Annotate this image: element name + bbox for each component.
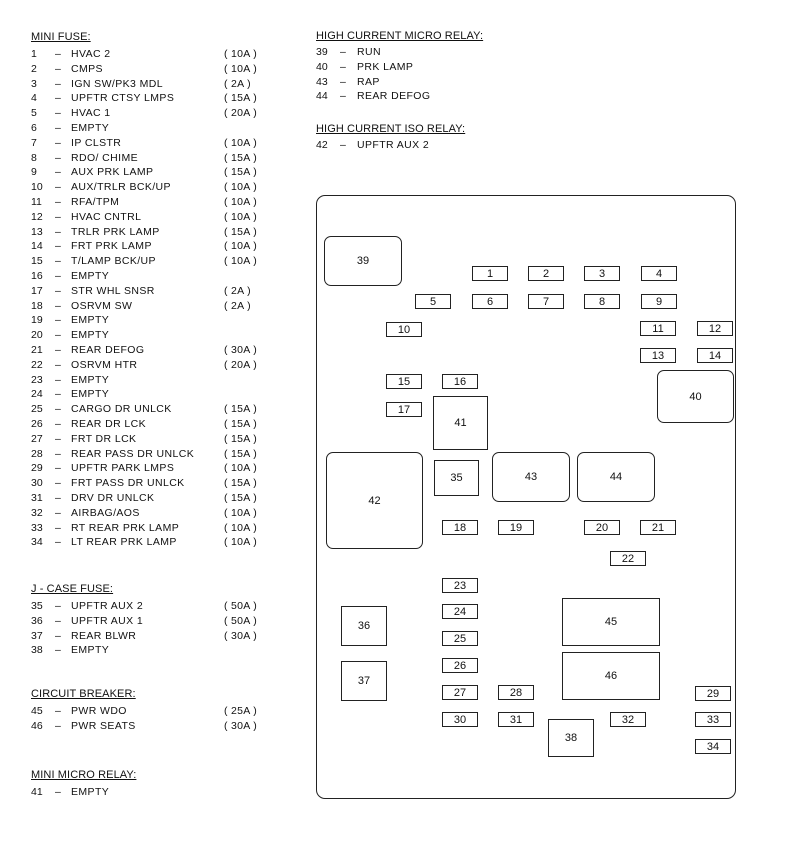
slot-41: 41	[433, 396, 488, 450]
dash-separator: –	[55, 107, 61, 120]
list-item	[316, 138, 576, 153]
item-label: REAR DEFOG	[71, 344, 145, 356]
list-item	[31, 506, 291, 521]
slot-19: 19	[498, 520, 534, 535]
slot-23: 23	[442, 578, 478, 593]
list-item	[31, 599, 291, 614]
item-number: 16	[31, 270, 43, 282]
slot-20: 20	[584, 520, 620, 535]
item-rating: ( 50A )	[224, 600, 258, 612]
slot-17: 17	[386, 402, 422, 417]
list-item	[31, 136, 291, 151]
item-label: EMPTY	[71, 329, 110, 342]
list-item	[31, 106, 291, 121]
slot-37: 37	[341, 661, 387, 701]
dash-separator: –	[340, 46, 346, 58]
slot-3: 3	[584, 266, 620, 281]
item-rating: ( 20A )	[224, 358, 258, 371]
slot-45: 45	[562, 598, 660, 646]
dash-separator: –	[55, 210, 61, 223]
list-item	[31, 476, 291, 491]
item-number: 33	[31, 521, 43, 534]
list-item	[31, 387, 291, 402]
item-number: 44	[316, 90, 328, 103]
item-label: EMPTY	[71, 314, 110, 327]
item-label: FRT PASS DR UNLCK	[71, 477, 185, 490]
dash-separator: –	[55, 492, 61, 504]
item-number: 14	[31, 240, 43, 253]
dash-separator: –	[55, 614, 61, 627]
item-number: 32	[31, 506, 43, 519]
item-rating: ( 15A )	[224, 225, 258, 238]
slot-6: 6	[472, 294, 508, 309]
list-item	[31, 491, 291, 506]
list-item	[31, 121, 291, 136]
list-item	[31, 239, 291, 254]
item-label: REAR DR LCK	[71, 418, 146, 430]
item-rating: ( 15A )	[224, 492, 258, 504]
slot-32: 32	[610, 712, 646, 727]
list-item	[31, 704, 291, 719]
item-rating: ( 10A )	[224, 196, 258, 208]
dash-separator: –	[55, 447, 61, 460]
slot-34: 34	[695, 739, 731, 754]
slot-11: 11	[640, 321, 676, 336]
list-item	[31, 195, 291, 210]
item-number: 6	[31, 122, 37, 134]
item-label: AIRBAG/AOS	[71, 506, 140, 519]
item-rating: ( 30A )	[224, 344, 258, 356]
item-label: EMPTY	[71, 388, 110, 401]
item-number: 35	[31, 600, 43, 612]
slot-12: 12	[697, 321, 733, 336]
item-number: 45	[31, 705, 43, 717]
item-number: 37	[31, 629, 43, 642]
item-label: PWR WDO	[71, 705, 127, 717]
slot-39: 39	[324, 236, 402, 286]
dash-separator: –	[340, 60, 346, 73]
item-rating: ( 30A )	[224, 719, 258, 732]
dash-separator: –	[55, 240, 61, 253]
dash-separator: –	[55, 388, 61, 401]
dash-separator: –	[55, 299, 61, 312]
item-label: PWR SEATS	[71, 719, 136, 732]
item-rating: ( 10A )	[224, 536, 258, 549]
dash-separator: –	[55, 358, 61, 371]
item-label: REAR BLWR	[71, 629, 137, 642]
dash-separator: –	[55, 432, 61, 445]
item-label: UPFTR CTSY LMPS	[71, 92, 175, 105]
dash-separator: –	[55, 136, 61, 149]
item-label: OSRVM SW	[71, 299, 133, 312]
item-rating: ( 50A )	[224, 614, 258, 627]
slot-18: 18	[442, 520, 478, 535]
slot-33: 33	[695, 712, 731, 727]
slot-35: 35	[434, 460, 479, 496]
dash-separator: –	[55, 329, 61, 342]
high-current-micro-relay-heading: HIGH CURRENT MICRO RELAY:	[316, 30, 484, 42]
item-label: EMPTY	[71, 270, 110, 282]
item-number: 22	[31, 358, 43, 371]
list-item	[31, 432, 291, 447]
dash-separator: –	[55, 225, 61, 238]
slot-16: 16	[442, 374, 478, 389]
item-number: 25	[31, 403, 43, 416]
list-item	[31, 180, 291, 195]
item-label: UPFTR AUX 2	[71, 600, 144, 612]
list-item	[316, 45, 576, 60]
item-label: HVAC 2	[71, 48, 111, 60]
dash-separator: –	[55, 629, 61, 642]
dash-separator: –	[340, 90, 346, 103]
slot-40: 40	[657, 370, 734, 423]
dash-separator: –	[55, 506, 61, 519]
item-number: 38	[31, 644, 43, 657]
slot-8: 8	[584, 294, 620, 309]
dash-separator: –	[55, 196, 61, 208]
item-rating: ( 15A )	[224, 151, 258, 164]
item-label: T/LAMP BCK/UP	[71, 255, 156, 268]
dash-separator: –	[55, 477, 61, 490]
item-label: EMPTY	[71, 122, 110, 134]
mini-fuse-heading: MINI FUSE:	[31, 31, 91, 43]
item-number: 34	[31, 536, 43, 549]
item-rating: ( 15A )	[224, 418, 258, 430]
list-item	[31, 343, 291, 358]
dash-separator: –	[55, 344, 61, 356]
item-label: RFA/TPM	[71, 196, 120, 208]
list-item	[31, 299, 291, 314]
item-label: EMPTY	[71, 786, 110, 798]
dash-separator: –	[55, 644, 61, 657]
list-item	[31, 461, 291, 476]
dash-separator: –	[55, 181, 61, 194]
slot-13: 13	[640, 348, 676, 363]
list-item	[31, 643, 291, 658]
dash-separator: –	[55, 705, 61, 717]
dash-separator: –	[55, 62, 61, 75]
dash-separator: –	[340, 75, 346, 88]
item-label: FRT DR LCK	[71, 432, 137, 445]
dash-separator: –	[55, 719, 61, 732]
slot-36: 36	[341, 606, 387, 646]
slot-10: 10	[386, 322, 422, 337]
mini-micro-relay-heading: MINI MICRO RELAY:	[31, 769, 137, 781]
list-item	[31, 629, 291, 644]
item-number: 40	[316, 60, 328, 73]
item-number: 36	[31, 614, 43, 627]
dash-separator: –	[55, 92, 61, 105]
item-number: 42	[316, 139, 328, 151]
item-number: 1	[31, 48, 37, 60]
item-label: IP CLSTR	[71, 136, 122, 149]
slot-30: 30	[442, 712, 478, 727]
dash-separator: –	[55, 600, 61, 612]
item-label: EMPTY	[71, 373, 110, 386]
item-rating: ( 10A )	[224, 210, 258, 223]
item-number: 5	[31, 107, 37, 120]
dash-separator: –	[55, 284, 61, 297]
item-rating: ( 10A )	[224, 181, 258, 194]
item-number: 41	[31, 786, 43, 798]
slot-28: 28	[498, 685, 534, 700]
item-rating: ( 25A )	[224, 705, 258, 717]
dash-separator: –	[55, 151, 61, 164]
list-item	[31, 402, 291, 417]
circuit-breaker-heading: CIRCUIT BREAKER:	[31, 688, 136, 700]
item-number: 15	[31, 255, 43, 268]
dash-separator: –	[55, 270, 61, 282]
item-label: UPFTR PARK LMPS	[71, 462, 175, 475]
list-item	[31, 62, 291, 77]
item-label: HVAC 1	[71, 107, 111, 120]
item-label: REAR DEFOG	[357, 90, 431, 103]
item-label: IGN SW/PK3 MDL	[71, 77, 163, 90]
item-number: 26	[31, 418, 43, 430]
item-rating: ( 10A )	[224, 48, 258, 60]
item-number: 23	[31, 373, 43, 386]
dash-separator: –	[55, 255, 61, 268]
item-number: 10	[31, 181, 43, 194]
dash-separator: –	[55, 166, 61, 179]
item-rating: ( 2A )	[224, 284, 251, 297]
item-rating: ( 10A )	[224, 521, 258, 534]
dash-separator: –	[55, 48, 61, 60]
item-rating: ( 2A )	[224, 299, 251, 312]
list-item	[31, 785, 291, 800]
item-rating: ( 15A )	[224, 403, 258, 416]
slot-5: 5	[415, 294, 451, 309]
item-label: HVAC CNTRL	[71, 210, 142, 223]
slot-4: 4	[641, 266, 677, 281]
item-label: RDO/ CHIME	[71, 151, 138, 164]
dash-separator: –	[55, 122, 61, 134]
slot-44: 44	[577, 452, 655, 502]
item-number: 11	[31, 196, 42, 208]
list-item	[31, 165, 291, 180]
slot-42: 42	[326, 452, 423, 549]
list-item	[31, 77, 291, 92]
item-rating: ( 15A )	[224, 477, 258, 490]
list-item	[31, 614, 291, 629]
item-label: STR WHL SNSR	[71, 284, 155, 297]
list-item	[31, 284, 291, 299]
slot-2: 2	[528, 266, 564, 281]
list-item	[31, 358, 291, 373]
item-number: 20	[31, 329, 43, 342]
item-number: 8	[31, 151, 37, 164]
item-label: FRT PRK LAMP	[71, 240, 152, 253]
item-rating: ( 10A )	[224, 462, 258, 475]
list-item	[31, 313, 291, 328]
item-number: 28	[31, 447, 43, 460]
item-rating: ( 15A )	[224, 447, 258, 460]
list-item	[31, 91, 291, 106]
slot-9: 9	[641, 294, 677, 309]
item-number: 3	[31, 77, 37, 90]
fuse-box-diagram	[316, 195, 736, 799]
item-number: 13	[31, 225, 43, 238]
item-number: 4	[31, 92, 37, 105]
item-rating: ( 10A )	[224, 62, 258, 75]
item-label: UPFTR AUX 2	[357, 139, 430, 151]
list-item	[31, 47, 291, 62]
item-label: AUX/TRLR BCK/UP	[71, 181, 171, 194]
item-number: 2	[31, 62, 37, 75]
list-item	[31, 210, 291, 225]
dash-separator: –	[55, 536, 61, 549]
list-item	[316, 60, 576, 75]
dash-separator: –	[55, 77, 61, 90]
item-number: 21	[31, 344, 43, 356]
item-number: 31	[31, 492, 43, 504]
slot-1: 1	[472, 266, 508, 281]
item-rating: ( 15A )	[224, 92, 258, 105]
slot-43: 43	[492, 452, 570, 502]
item-number: 43	[316, 75, 328, 88]
slot-15: 15	[386, 374, 422, 389]
slot-21: 21	[640, 520, 676, 535]
list-item	[31, 328, 291, 343]
item-rating: ( 30A )	[224, 629, 258, 642]
slot-26: 26	[442, 658, 478, 673]
slot-29: 29	[695, 686, 731, 701]
dash-separator: –	[55, 373, 61, 386]
item-label: REAR PASS DR UNLCK	[71, 447, 195, 460]
list-item	[31, 719, 291, 734]
item-number: 17	[31, 284, 43, 297]
item-label: TRLR PRK LAMP	[71, 225, 160, 238]
item-number: 9	[31, 166, 37, 179]
j-case-fuse-heading: J - CASE FUSE:	[31, 583, 114, 595]
item-number: 30	[31, 477, 43, 490]
slot-38: 38	[548, 719, 594, 757]
item-label: CARGO DR UNLCK	[71, 403, 172, 416]
list-item	[31, 535, 291, 550]
list-item	[31, 254, 291, 269]
item-rating: ( 15A )	[224, 432, 258, 445]
slot-14: 14	[697, 348, 733, 363]
dash-separator: –	[55, 314, 61, 327]
item-label: CMPS	[71, 62, 103, 75]
list-item	[31, 417, 291, 432]
item-number: 7	[31, 136, 37, 149]
dash-separator: –	[55, 786, 61, 798]
dash-separator: –	[55, 521, 61, 534]
item-number: 18	[31, 299, 43, 312]
item-label: AUX PRK LAMP	[71, 166, 154, 179]
slot-27: 27	[442, 685, 478, 700]
item-label: EMPTY	[71, 644, 110, 657]
item-number: 29	[31, 462, 43, 475]
item-rating: ( 10A )	[224, 240, 258, 253]
item-label: PRK LAMP	[357, 60, 414, 73]
list-item	[31, 151, 291, 166]
item-rating: ( 10A )	[224, 136, 258, 149]
item-label: RAP	[357, 75, 380, 88]
item-number: 46	[31, 719, 43, 732]
dash-separator: –	[55, 418, 61, 430]
dash-separator: –	[55, 462, 61, 475]
slot-7: 7	[528, 294, 564, 309]
item-rating: ( 20A )	[224, 107, 258, 120]
item-number: 24	[31, 388, 43, 401]
slot-25: 25	[442, 631, 478, 646]
item-number: 12	[31, 210, 43, 223]
item-rating: ( 2A )	[224, 77, 251, 90]
list-item	[31, 225, 291, 240]
list-item	[31, 373, 291, 388]
list-item	[316, 89, 576, 104]
item-rating: ( 15A )	[224, 166, 258, 179]
item-label: RT REAR PRK LAMP	[71, 521, 180, 534]
item-label: OSRVM HTR	[71, 358, 138, 371]
item-number: 27	[31, 432, 43, 445]
slot-46: 46	[562, 652, 660, 700]
item-label: UPFTR AUX 1	[71, 614, 144, 627]
slot-24: 24	[442, 604, 478, 619]
item-rating: ( 10A )	[224, 255, 258, 268]
list-item	[31, 447, 291, 462]
list-item	[31, 269, 291, 284]
high-current-iso-relay-heading: HIGH CURRENT ISO RELAY:	[316, 123, 466, 135]
item-label: RUN	[357, 46, 381, 58]
list-item	[31, 521, 291, 536]
item-label: LT REAR PRK LAMP	[71, 536, 177, 549]
item-number: 19	[31, 314, 43, 327]
slot-31: 31	[498, 712, 534, 727]
item-rating: ( 10A )	[224, 506, 258, 519]
dash-separator: –	[55, 403, 61, 416]
item-number: 39	[316, 46, 328, 58]
item-label: DRV DR UNLCK	[71, 492, 155, 504]
dash-separator: –	[340, 139, 346, 151]
list-item	[316, 75, 576, 90]
slot-22: 22	[610, 551, 646, 566]
